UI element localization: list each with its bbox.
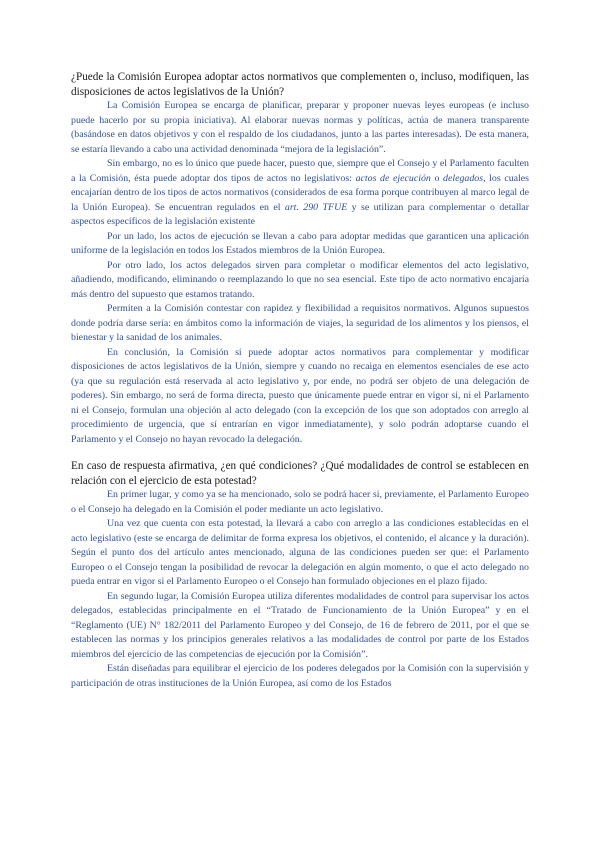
paragraph-1-6: En conclusión, la Comisión sí puede adoptar actos normativos para complementar y modificar disposiciones de actos legislativos de la Unión, siempre y cuando no recaiga en elementos esenciales de ese acto (ya que su regulación está reservada al acto legislativo y, por ende, no podrá ser objeto de una delegación de poderes). Sin embargo, no será de forma directa, puesto que únicamente puede entrar en vigor si, ni el Parlamento ni el Consejo, formulan una objeción al acto delegado (con la excepción de los que son adoptados con arreglo al procedimiento de urgencia, que sí entrarían en vigor inmediatamente), y solo podrán adoptarse cuando el Parlamento y el Consejo no hayan revocado la delegación. [71, 346, 529, 445]
paragraph-2-4: Están diseñadas para equilibrar el ejercicio de los poderes delegados por la Comisión con la supervisión y participación de otras instituciones de la Unión Europea, así como de los Estados [71, 663, 529, 689]
paragraph-2-3: En segundo lugar, la Comisión Europea utiliza diferentes modalidades de control para supervisar los actos delegados, establecidas principalmente en el “Tratado de Funcionamiento de la Unión Europea” y en el “Reglamento (UE) N° 182/2011 del Parlamento Europeo y del Consejo, de 16 de febrero de 2011, por el que se establecen las normas y los principios generales relativos a las modalidades de control por parte de los Estados miembros del ejercicio de las competencias de ejecución por la Comisión”. [71, 590, 529, 660]
paragraph-1-3: Por un lado, los actos de ejecución se llevan a cabo para adoptar medidas que garanticen una aplicación uniforme de la legislación en todos los Estados miembros de la Unión Europea. [71, 230, 529, 257]
paragraph-2-1: En primer lugar, y como ya se ha mencionado, solo se podrá hacer si, previamente, el Parlamento Europeo o el Consejo ha delegado en la Comisión el poder mediante un acto legislativo. [71, 489, 529, 515]
emphasis-art-290: art. 290 TFUE [284, 201, 348, 213]
emphasis-delegados: delegados [443, 172, 484, 184]
paragraph-2-2: Una vez que cuenta con esta potestad, la llevará a cabo con arreglo a las condiciones establecidas en el acto legislativo (este se encarga de delimitar de forma expresa los objetivos, el contenido, el alcance y la duración). Según el punto dos del artículo antes mencionado, alguna de las condiciones pueden ser que: el Parlamento Europeo o el Consejo tengan la posibilidad de revocar la delegación en algún momento, o que el acto delegado no pueda entrar en vigor si el Parlamento Europeo o el Consejo han formulado objeciones en el plazo fijado. [71, 518, 529, 588]
paragraph-1-1: La Comisión Europea se encarga de planificar, preparar y proponer nuevas leyes europeas (e incluso puede hacerlo por su propia iniciativa). Al elaborar nuevas normas y políticas, actúa de manera transparente (basándose en datos objetivos y con el respaldo de los ciudadanos, junto a las partes interesadas). De esta manera, se estaría llevando a cabo una actividad denominada “mejora de la legislación”. [71, 100, 529, 155]
text-run: , los cuales encajarían dentro de los tipos de actos normativos (considerados de esa forma porque contribuyen al marco legal de la Unión Europea). Se encuentran regulados en el [71, 172, 529, 213]
document-page [71, 70, 529, 691]
text-run: y se utilizan para complementar o detallar aspectos específicos de la legislación existente [71, 201, 529, 228]
paragraph-1-5: Permiten a la Comisión contestar con rapidez y flexibilidad a requisitos normativos. Algunos supuestos donde podría darse sería: en ámbitos como la información de viajes, la seguridad de los alimentos y los piensos, el bienestar y la sanidad de los animales. [71, 303, 529, 344]
question-heading-1: ¿Puede la Comisión Europea adoptar actos normativos que complementen o, incluso, modifiquen, las disposiciones de actos legislativos de la Unión? [71, 71, 529, 98]
emphasis-actos-ejecucion: actos de ejecución [355, 172, 431, 184]
paragraph-1-4: Por otro lado, los actos delegados sirven para completar o modificar elementos del acto legislativo, añadiendo, modificando, eliminando o reemplazando lo que no sea esencial. Este tipo de acto normativo encajaría más dentro del supuesto que estamos tratando. [71, 259, 529, 300]
section-gap [71, 447, 529, 459]
paragraph-1-2 [71, 157, 529, 230]
question-heading-2: En caso de respuesta afirmativa, ¿en qué condiciones? ¿Qué modalidades de control se establecen en relación con el ejercicio de esta potestad? [71, 460, 529, 487]
text-run: o [430, 172, 444, 184]
text-run: Sin embargo, no es lo único que puede hacer, puesto que, siempre que el Consejo y el Parlamento faculten a la Comisión, ésta puede adoptar dos tipos de actos no legislativos: [71, 158, 529, 184]
